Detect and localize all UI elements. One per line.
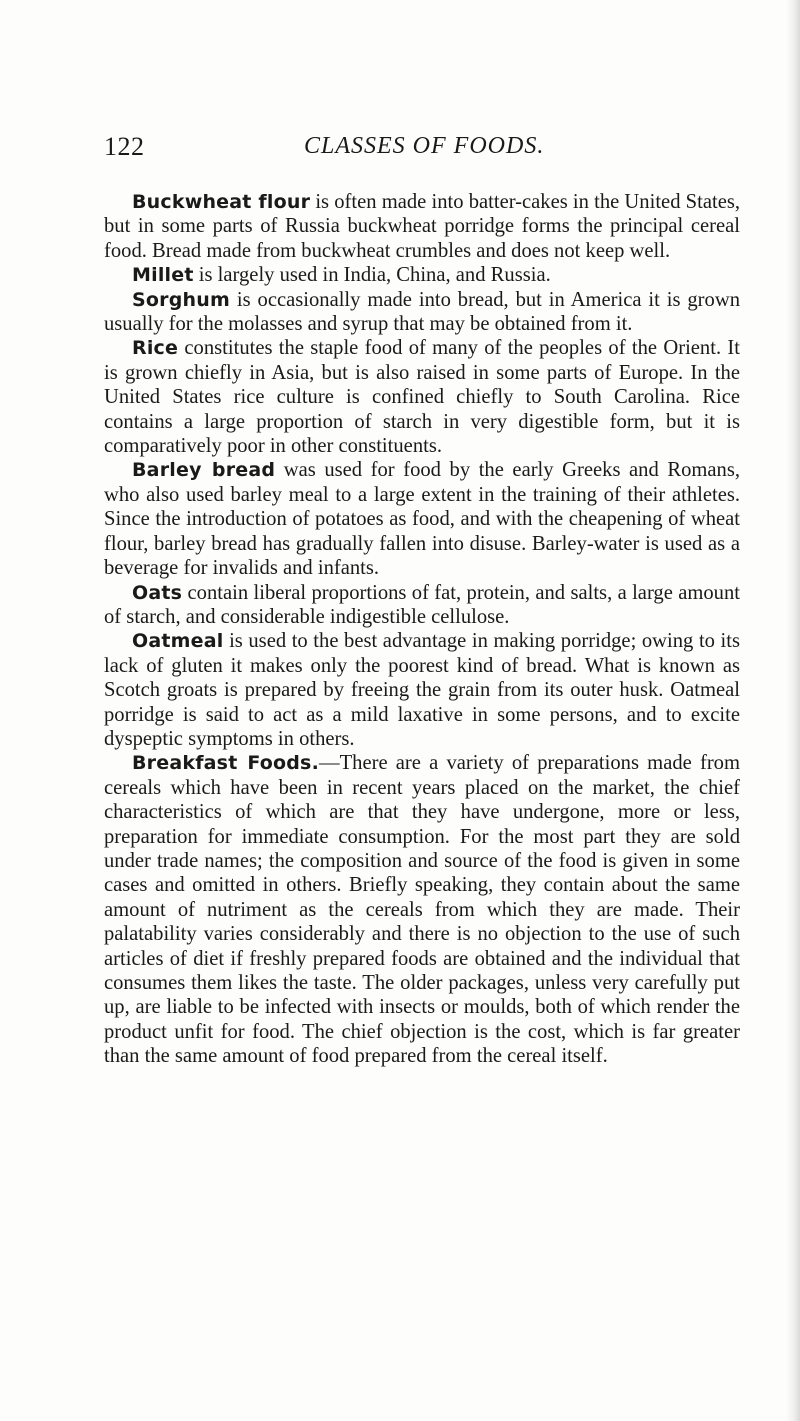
page-edge-shadow xyxy=(786,0,800,1421)
paragraph-text: is used to the best advantage in making porridge; owing to its lack of gluten it makes only the poorest kind of bread. What is known as Scotch groats is prepared by freeing the grain from its outer husk. Oatmeal porridge is said to act as a mild laxative in some persons, and to excite dyspeptic symptoms in others. xyxy=(104,630,740,750)
running-title: CLASSES OF FOODS. xyxy=(304,133,545,159)
paragraph-lead: Rice xyxy=(132,337,179,360)
paragraph-sorghum xyxy=(104,288,740,337)
text-body xyxy=(104,190,740,1069)
running-head xyxy=(104,132,744,168)
paragraph-lead: Oatmeal xyxy=(132,630,224,653)
paragraph-millet xyxy=(104,263,740,287)
paragraph-oatmeal xyxy=(104,629,740,751)
page-number: 122 xyxy=(104,132,145,161)
paragraph-barley-bread xyxy=(104,458,740,580)
paragraph-text: is often made into batter-cakes in the United States, but in some parts of Russia buckwheat porridge forms the principal cereal food. Bread made from buckwheat crumbles and does not keep well. xyxy=(104,191,740,262)
paragraph-breakfast-foods xyxy=(104,751,740,1068)
paragraph-buckwheat xyxy=(104,190,740,263)
paragraph-text: is largely used in India, China, and Russia. xyxy=(193,264,551,287)
paragraph-rice xyxy=(104,336,740,458)
paragraph-lead: Sorghum xyxy=(132,288,230,311)
paragraph-lead: Millet xyxy=(132,264,194,287)
paragraph-lead: Barley bread xyxy=(132,459,276,482)
paragraph-text: constitutes the staple food of many of the peoples of the Orient. It is grown chiefly in Asia, but is also raised in some parts of Europe. In the United States rice culture is confined chiefly to South Carolina. Rice contains a large proportion of starch in very digestible form, but it is comparatively poor in other constituents. xyxy=(104,337,740,458)
paragraph-text: —There are a variety of preparations made from cereals which have been in recent years placed on the market, the chief characteristics of which are that they have undergone, more or less, preparation for immediate consumption. For the most part they are sold under trade names; the composition and source of the food is given in some cases and omitted in others. Briefly speaking, they contain about the same amount of nutriment as the cereals from which they are made. Their palatability varies considerably and there is no objection to the use of such articles of diet if freshly prepared foods are obtained and the individual that consumes them likes the taste. The older packages, unless very carefully put up, are liable to be infected with insects or moulds, both of which render the product unfit for food. The chief objection is the cost, which is far greater than the same amount of food prepared from the cereal itself. xyxy=(104,752,740,1068)
paragraph-lead: Breakfast Foods. xyxy=(132,752,319,775)
paragraph-lead: Buckwheat flour xyxy=(132,191,311,213)
paragraph-oats xyxy=(104,581,740,630)
paragraph-text: contain liberal proportions of fat, protein, and salts, a large amount of starch, and considerable indigestible cellulose. xyxy=(104,581,740,628)
paragraph-text: is occasionally made into bread, but in America it is grown usually for the molasses and syrup that may be obtained from it. xyxy=(104,288,740,336)
paragraph-lead: Oats xyxy=(132,581,183,604)
paragraph-text: was used for food by the early Greeks and Romans, who also used barley meal to a large extent in the training of their athletes. Since the introduction of potatoes as food, and with the cheapening of wheat flour, barley bread has gradually fallen into disuse. Barley-water is used as a beverage for invalids and infants. xyxy=(104,459,740,580)
